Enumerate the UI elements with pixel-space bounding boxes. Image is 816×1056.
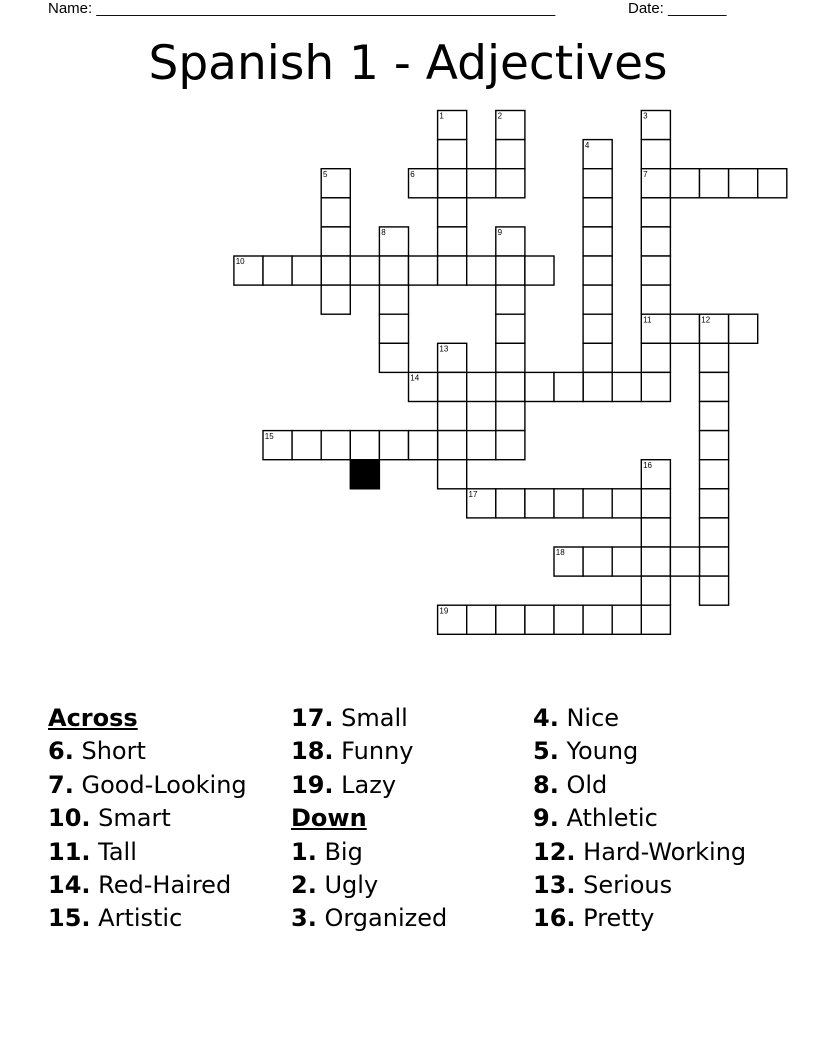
- grid-cell[interactable]: [583, 343, 612, 372]
- grid-cell[interactable]: [583, 372, 612, 401]
- page-title: Spanish 1 - Adjectives: [148, 36, 668, 91]
- grid-cell[interactable]: [467, 256, 496, 285]
- clue-down-12: [533, 836, 746, 869]
- grid-cell[interactable]: [496, 402, 525, 431]
- grid-cell[interactable]: [496, 372, 525, 401]
- cell-number: 9: [497, 228, 503, 238]
- grid-cell[interactable]: [641, 227, 670, 256]
- grid-cell[interactable]: [438, 402, 467, 431]
- grid-cell[interactable]: [379, 256, 408, 285]
- grid-cell[interactable]: [700, 460, 729, 489]
- clue-number: 2.: [291, 871, 317, 900]
- clue-across-14: [48, 869, 247, 902]
- clue-number: 9.: [533, 804, 559, 833]
- date-field-label[interactable]: Date: _______: [628, 0, 727, 17]
- grid-cell[interactable]: [612, 605, 641, 634]
- grid-cell[interactable]: [729, 314, 758, 343]
- grid-cell[interactable]: [641, 198, 670, 227]
- down-heading: Down: [291, 804, 367, 833]
- clue-text: Big: [324, 837, 363, 866]
- grid-cell[interactable]: [438, 372, 467, 401]
- clue-number: 19.: [291, 770, 334, 799]
- clue-text: Pretty: [583, 904, 655, 933]
- grid-cell[interactable]: [583, 169, 612, 198]
- grid-cell[interactable]: [438, 140, 467, 169]
- clue-text: Funny: [341, 737, 414, 766]
- grid-cell[interactable]: [525, 605, 554, 634]
- grid-cell[interactable]: [641, 140, 670, 169]
- clue-number: 7.: [48, 770, 74, 799]
- grid-cell[interactable]: [467, 169, 496, 198]
- grid-cell[interactable]: [641, 489, 670, 518]
- clue-number: 3.: [291, 904, 317, 933]
- cell-number: 14: [410, 373, 420, 383]
- clue-number: 11.: [48, 837, 91, 866]
- grid-cell[interactable]: [583, 256, 612, 285]
- grid-cell[interactable]: [379, 285, 408, 314]
- grid-cell[interactable]: [438, 460, 467, 489]
- grid-cell[interactable]: [583, 198, 612, 227]
- clue-number: 16.: [533, 904, 576, 933]
- cell-number: 5: [323, 169, 328, 179]
- grid-cell[interactable]: [496, 140, 525, 169]
- clue-down-3: [291, 902, 447, 935]
- clue-across-18: [291, 735, 447, 768]
- grid-cell[interactable]: [321, 285, 350, 314]
- clue-down-4: [533, 702, 746, 735]
- cell-number: 11: [643, 315, 652, 325]
- grid-cell[interactable]: [350, 256, 379, 285]
- grid-cell[interactable]: [321, 198, 350, 227]
- grid-cell[interactable]: [496, 256, 525, 285]
- cell-number: 4: [584, 140, 590, 150]
- grid-cell[interactable]: [700, 576, 729, 605]
- grid-cell[interactable]: [438, 227, 467, 256]
- grid-cell[interactable]: [496, 489, 525, 518]
- grid-cell[interactable]: [292, 431, 321, 460]
- grid-cell[interactable]: [263, 256, 292, 285]
- clue-column-2: [291, 702, 447, 936]
- grid-cell[interactable]: [700, 343, 729, 372]
- grid-cell[interactable]: [700, 372, 729, 401]
- grid-cell[interactable]: [700, 518, 729, 547]
- clue-text: Athletic: [566, 804, 658, 833]
- grid-cell[interactable]: [467, 605, 496, 634]
- clue-text: Lazy: [341, 770, 397, 799]
- grid-cell[interactable]: [554, 605, 583, 634]
- grid-cell[interactable]: [496, 343, 525, 372]
- grid-cell[interactable]: [670, 169, 699, 198]
- clue-number: 6.: [48, 737, 74, 766]
- cell-number: 10: [235, 257, 245, 267]
- cell-number: 18: [555, 548, 565, 558]
- clue-number: 8.: [533, 770, 559, 799]
- grid-cell[interactable]: [496, 314, 525, 343]
- clue-down-2: [291, 869, 447, 902]
- across-heading: Across: [48, 704, 138, 732]
- grid-cell[interactable]: [641, 576, 670, 605]
- grid-cell[interactable]: [554, 489, 583, 518]
- clue-number: 10.: [48, 804, 91, 833]
- cell-number: 15: [264, 431, 274, 441]
- cell-number: 6: [410, 169, 415, 179]
- grid-cell[interactable]: [729, 169, 758, 198]
- grid-cell[interactable]: [641, 343, 670, 372]
- grid-cell[interactable]: [409, 431, 438, 460]
- clue-text: Red-Haired: [98, 871, 232, 900]
- clue-across-17: [291, 702, 447, 735]
- clue-text: Ugly: [324, 871, 379, 900]
- grid-cell[interactable]: [525, 489, 554, 518]
- clue-down-16: [533, 902, 746, 935]
- grid-cell[interactable]: [583, 285, 612, 314]
- grid-cell[interactable]: [350, 431, 379, 460]
- clue-text: Hard-Working: [583, 837, 747, 866]
- grid-cell[interactable]: [612, 547, 641, 576]
- grid-cell[interactable]: [583, 227, 612, 256]
- clue-text: Young: [566, 737, 639, 766]
- cell-number: 8: [381, 228, 386, 238]
- clue-number: 13.: [533, 871, 576, 900]
- grid-cell[interactable]: [525, 372, 554, 401]
- clue-across-7: [48, 769, 247, 802]
- grid-cell[interactable]: [612, 372, 641, 401]
- grid-cell[interactable]: [583, 605, 612, 634]
- grid-cell[interactable]: [292, 256, 321, 285]
- grid-cell[interactable]: [438, 198, 467, 227]
- grid-cell[interactable]: [700, 402, 729, 431]
- clue-down-13: [533, 869, 746, 902]
- clue-text: Good-Looking: [81, 770, 247, 799]
- grid-cell[interactable]: [700, 489, 729, 518]
- grid-cell[interactable]: [641, 605, 670, 634]
- clue-down-5: [533, 735, 746, 768]
- cell-number: 17: [468, 490, 478, 499]
- cell-number: 13: [439, 344, 449, 354]
- grid-cell[interactable]: [496, 285, 525, 314]
- grid-cell[interactable]: [641, 547, 670, 576]
- cell-number: 12: [701, 315, 711, 325]
- clue-down-9: [533, 802, 746, 835]
- grid-cell[interactable]: [321, 431, 350, 460]
- cell-number: 1: [439, 111, 444, 121]
- clue-down-1: [291, 836, 447, 869]
- grid-cell[interactable]: [700, 169, 729, 198]
- grid-cell[interactable]: [583, 314, 612, 343]
- grid-cell[interactable]: [670, 547, 699, 576]
- clue-number: 1.: [291, 837, 317, 866]
- clue-text: Old: [566, 770, 608, 799]
- clue-number: 14.: [48, 871, 91, 900]
- cell-number: 3: [643, 111, 648, 121]
- grid-cell[interactable]: [758, 169, 787, 198]
- clue-text: Short: [81, 737, 146, 766]
- clue-across-10: [48, 802, 247, 835]
- clue-text: Organized: [324, 904, 448, 933]
- clue-number: 5.: [533, 737, 559, 766]
- grid-cell[interactable]: [700, 431, 729, 460]
- clue-number: 17.: [291, 704, 334, 732]
- clue-across-6: [48, 735, 247, 768]
- clue-column-3: [533, 702, 746, 936]
- clue-down-8: [533, 769, 746, 802]
- clue-number: 18.: [291, 737, 334, 766]
- clue-across-19: [291, 769, 447, 802]
- grid-cell[interactable]: [379, 431, 408, 460]
- grid-cell[interactable]: [496, 431, 525, 460]
- grid-cell[interactable]: [583, 547, 612, 576]
- clue-text: Tall: [98, 837, 137, 866]
- clue-number: 4.: [533, 704, 559, 732]
- clue-number: 12.: [533, 837, 576, 866]
- grid-cell[interactable]: [379, 314, 408, 343]
- grid-cell[interactable]: [438, 256, 467, 285]
- grid-cell[interactable]: [700, 547, 729, 576]
- grid-cell[interactable]: [438, 169, 467, 198]
- grid-cell[interactable]: [321, 256, 350, 285]
- grid-cell[interactable]: [496, 169, 525, 198]
- name-field-label[interactable]: Name: _______________________________________________________: [48, 0, 556, 17]
- clue-number: 15.: [48, 904, 91, 933]
- cell-number: 16: [643, 460, 653, 470]
- grid-cell[interactable]: [321, 227, 350, 256]
- grid-cell[interactable]: [467, 431, 496, 460]
- clue-text: Small: [341, 704, 408, 732]
- clue-text: Smart: [98, 804, 171, 833]
- grid-cell[interactable]: [379, 343, 408, 372]
- blocked-cell: [350, 460, 379, 489]
- clue-across-15: [48, 902, 247, 935]
- grid-cell[interactable]: [641, 372, 670, 401]
- grid-cell[interactable]: [670, 314, 699, 343]
- grid-cell[interactable]: [612, 489, 641, 518]
- cell-number: 2: [497, 111, 503, 121]
- grid-cell[interactable]: [641, 285, 670, 314]
- grid-cell[interactable]: [409, 256, 438, 285]
- grid-cell[interactable]: [525, 256, 554, 285]
- clue-text: Serious: [583, 871, 673, 900]
- grid-cell[interactable]: [583, 489, 612, 518]
- clue-column-1: [48, 702, 247, 936]
- grid-cell[interactable]: [438, 431, 467, 460]
- grid-cell[interactable]: [467, 372, 496, 401]
- clue-across-11: [48, 836, 247, 869]
- cell-number: 7: [643, 169, 648, 179]
- cell-number: 19: [439, 606, 449, 616]
- clue-text: Artistic: [98, 904, 183, 933]
- grid-cell[interactable]: [554, 372, 583, 401]
- grid-cell[interactable]: [641, 518, 670, 547]
- grid-cell[interactable]: [496, 605, 525, 634]
- clue-text: Nice: [566, 704, 620, 732]
- grid-cell[interactable]: [641, 256, 670, 285]
